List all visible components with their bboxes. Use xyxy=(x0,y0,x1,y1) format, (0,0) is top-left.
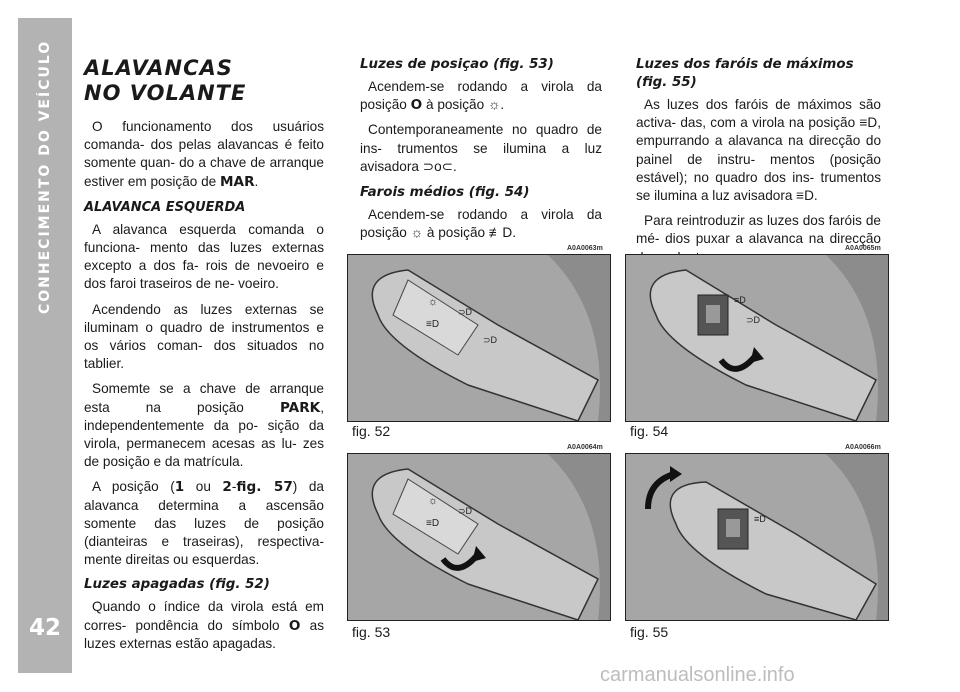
page-title: ALAVANCAS NO VOLANTE xyxy=(84,56,247,105)
heading-lights-off: Luzes apagadas (fig. 52) xyxy=(84,577,270,593)
figure-54 xyxy=(625,254,889,422)
page-number: 42 xyxy=(28,615,61,641)
svg-text:☼: ☼ xyxy=(428,495,439,507)
paragraph: Quando o índice da virola está em corres- pondência do símbolo O as luzes externas estão apagadas. xyxy=(84,599,324,651)
svg-text:≡D: ≡D xyxy=(754,514,766,524)
heading-left-lever: ALAVANCA ESQUERDA xyxy=(84,199,246,215)
stalk-illustration xyxy=(626,454,888,620)
paragraph: A posição (1 ou 2-fig. 57) da alavanca determina a ascensão somente das luzes de posição (dianteiras e traseiras), respectiva- mente direitas ou esquerdas. xyxy=(84,479,324,568)
paragraph: Contemporaneamente no quadro de ins- trumentos se ilumina a luz avisadora ⊃o⊂. xyxy=(360,122,602,174)
heading-dipped-beam: Farois médios (fig. 54) xyxy=(360,185,530,201)
svg-text:⊃D: ⊃D xyxy=(458,506,473,516)
section-title: CONHECIMENTO DO VEÍCULO xyxy=(37,40,53,315)
intro-paragraph: O funcionamento dos usuários comanda- dos pelas alavancas é feito somente quan- do a chave de arranque estiver em posição de MAR. xyxy=(84,119,324,190)
figure-caption: fig. 53 xyxy=(352,624,391,640)
svg-text:≡D: ≡D xyxy=(426,319,440,330)
svg-text:≡D: ≡D xyxy=(426,518,440,529)
stalk-illustration xyxy=(348,454,610,620)
figure-caption: fig. 52 xyxy=(352,423,391,439)
svg-text:⊃D: ⊃D xyxy=(746,315,761,325)
svg-text:⊃D: ⊃D xyxy=(483,335,498,345)
figure-code: A0A0065m xyxy=(845,245,881,252)
figure-52 xyxy=(347,254,611,422)
paragraph: Acendem-se rodando a virola da posição O à posição ☼. xyxy=(360,79,602,114)
stalk-illustration xyxy=(348,255,610,421)
column-right xyxy=(636,56,881,274)
paragraph: A alavanca esquerda comanda o funciona- mento das luzes externas excepto a dos fa- rois de nevoeiro e dos faroi traseiros de ne- voeiro. xyxy=(84,221,324,292)
column-middle xyxy=(360,56,602,249)
paragraph: Acendem-se rodando a virola da posição ☼ à posição ≢D. xyxy=(360,207,602,241)
figure-code: A0A0066m xyxy=(845,444,881,451)
paragraph: Para reintroduzir as luzes dos faróis de mé- dios puxar a alavanca na direcção xyxy=(636,213,881,247)
stalk-illustration xyxy=(626,255,888,421)
figure-code: A0A0064m xyxy=(567,444,603,451)
svg-text:≡D: ≡D xyxy=(734,295,746,305)
heading-main-beam: Luzes dos faróis de máximos (fig. 55) xyxy=(636,57,854,90)
paragraph: Acendendo as luzes externas se iluminam o quadro de instrumentos e os vários coman- dos situados no tablier. xyxy=(84,301,324,372)
figure-55 xyxy=(625,453,889,621)
paragraph: As luzes dos faróis de máximos são activa- das, com a virola na posição ≡D, empurrando a alavanca na direcção do painel de instru- mentos (posição estável); no quadro dos ins- trumentos se ilumina a luz avisadora ≡D. xyxy=(636,97,881,204)
column-left xyxy=(84,56,324,660)
watermark: carmanualsonline.info xyxy=(600,664,795,686)
figure-code: A0A0063m xyxy=(567,245,603,252)
figure-caption: fig. 54 xyxy=(630,423,669,439)
paragraph: Somemte se a chave de arranque esta na posição PARK, independentemente da po- sição da virola, permanecem acesas as lu- zes de posição e da matrícula. xyxy=(84,381,324,470)
figure-53 xyxy=(347,453,611,621)
heading-position-lights: Luzes de posiçao (fig. 53) xyxy=(360,57,554,72)
svg-text:⊃D: ⊃D xyxy=(458,307,473,317)
svg-text:☼: ☼ xyxy=(428,296,439,308)
figure-caption: fig. 55 xyxy=(630,624,669,640)
